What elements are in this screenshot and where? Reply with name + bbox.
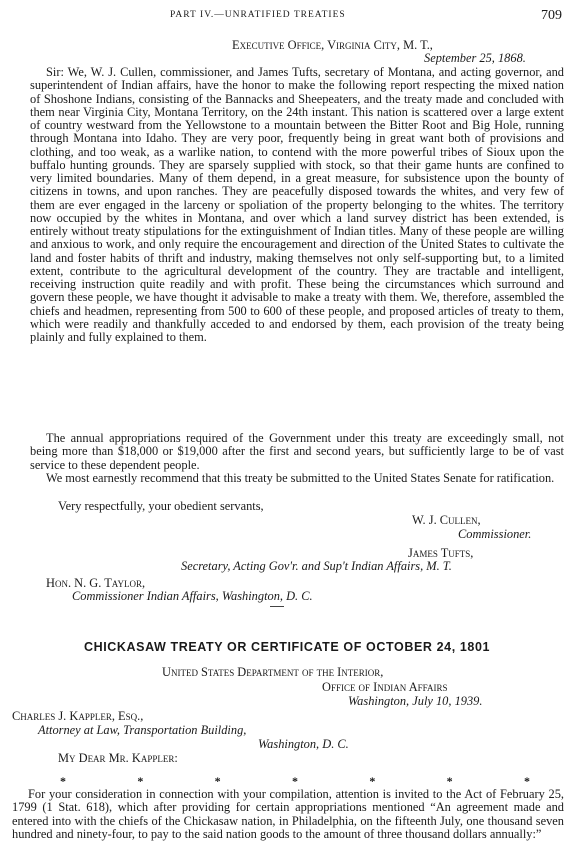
star: *	[369, 774, 376, 788]
letter2-recipient-address: Attorney at Law, Transportation Building,	[38, 723, 247, 737]
letter2-body-text: For your consideration in connection with your compilation, attention is invited to the Act of February 25, 1799 (1 Stat. 618), which after providing for certain appropriations mentioned “An agreement made and entered into with the chiefs of the Chickasaw nation, in Philadelphia, on the fifteenth July, one thousand seven hundred and ninety-four, to pay to the said nation goods to the amount of three thousand dollars annually:”	[12, 787, 564, 841]
letter2-recipient-city: Washington, D. C.	[258, 737, 349, 751]
recommendation-text: We most earnestly recommend that this treaty be submitted to the United States Senate for ratification.	[46, 471, 555, 485]
signature-cullen-name: W. J. Cullen,	[412, 513, 481, 527]
letter2-office: Office of Indian Affairs	[322, 680, 448, 694]
signature-cullen-title: Commissioner.	[458, 527, 532, 541]
letter-body-text: Sir: We, W. J. Cullen, commissioner, and James Tufts, secretary of Montana, and acting governor, and superintendent of Indian affairs, have the honor to make the following report respecting the mixed nation of Shoshone Indians, consisting of the Bannacks and Sheepeaters, and the treaty made and concluded with them near Virginia City, Montana Territory, on the 24th instant. This nation is scattered over a large extent of country westward from the Yellowstone to a mountain between the Bitter Root and Big Hole, running through Montana into Idaho. They are very poor, frequently being in great want both of provisions and clothing, and too weak, as a warlike nation, to contend with the more powerful tribes of Sioux upon the buffalo hunting grounds. They are sparsely supplied with stock, so that their game hunts are confined to very limited boundaries. Many of them depend, in a great measure, for subsistence upon the bounty of citizens in towns, and upon ranches. They are peacefully disposed towards the whites, and very few of them are ever engaged in the larceny or spoliation of the property belonging to the whites. The territory now occupied by the whites in Montana, and over which a land survey district has been extended, is entirely without treaty stipulations for the extinguishment of Indian titles. Many of these people are willing and anxious to work, and only require the encouragement and direction of the United States to cultivate the land and foster habits of thrift and industry, making themselves not only self-supporting but, to a limited extent, contribute to the agricultural development of the country. They are tractable and intelligent, receiving instruction quite readily and with profit. These being the circumstances which surround and govern these people, we have thought it advisable to make a treaty with them. We, therefore, assembled the chiefs and headmen, representing from 500 to 600 of these people, and proposed articles of treaty to them, which were readily and thankfully acceded to and endorsed by them, each provision of the treaty being plainly and fully explained to them.	[30, 65, 564, 344]
section-title: CHICKASAW TREATY OR CERTIFICATE OF OCTOBER 24, 1801	[83, 640, 491, 654]
running-head: PART IV.—UNRATIFIED TREATIES	[170, 10, 346, 20]
star: *	[523, 774, 530, 788]
signature-tufts-name: James Tufts,	[408, 546, 474, 560]
divider	[270, 606, 284, 607]
page-header	[0, 8, 574, 26]
letter-body	[30, 66, 564, 344]
signature-tufts-title: Secretary, Acting Gov'r. and Sup't Indian Affairs, M. T.	[181, 559, 452, 573]
addressee-name: Hon. N. G. Taylor,	[46, 576, 146, 590]
letter2-department: United States Department of the Interior,	[162, 665, 384, 679]
star: *	[291, 774, 298, 788]
letter-place: Executive Office, Virginia City, M. T.,	[232, 38, 433, 52]
letter2-body	[12, 788, 564, 841]
star: *	[446, 774, 453, 788]
letter2-date: Washington, July 10, 1939.	[348, 694, 483, 708]
letter2-recipient-name: Charles J. Kappler, Esq.,	[12, 709, 144, 723]
letter-closing: Very respectfully, your obedient servants,	[58, 499, 264, 513]
page-number: 709	[541, 8, 562, 23]
addressee-title: Commissioner Indian Affairs, Washington, D. C.	[72, 589, 313, 603]
letter2-salutation: My Dear Mr. Kappler:	[58, 751, 178, 765]
letter-paragraph-appropriations	[30, 432, 564, 472]
appropriations-text: The annual appropriations required of the Government under this treaty are exceedingly small, not being more than $18,000 or $19,000 after the first and second years, but sufficiently large to be of vast service to these dependent people.	[30, 431, 564, 472]
star: *	[137, 774, 144, 788]
letter-paragraph-recommendation	[30, 472, 564, 485]
star: *	[60, 774, 66, 788]
letter-date: September 25, 1868.	[424, 51, 526, 65]
star: *	[214, 774, 221, 788]
